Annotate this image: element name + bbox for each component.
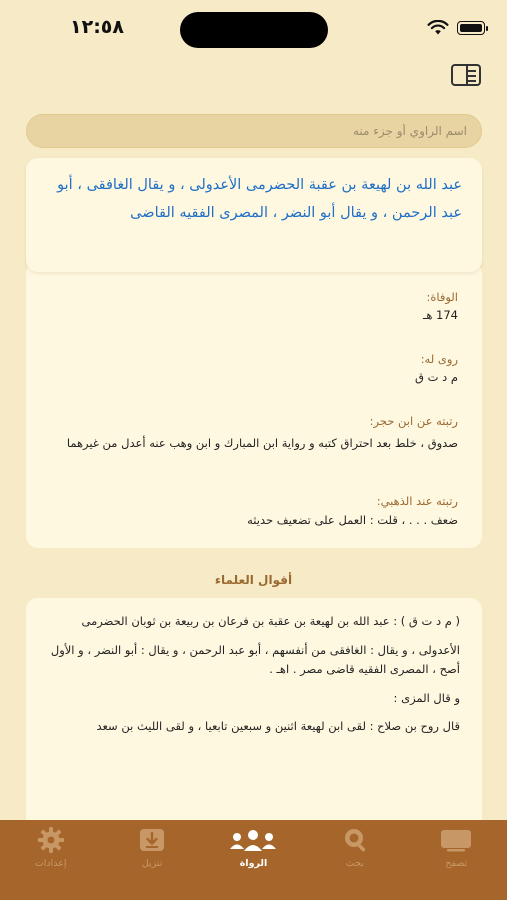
dhahabi-label: رتبته عند الذهبي: xyxy=(376,494,458,508)
narrated-by-label: روى له: xyxy=(420,352,458,366)
quote-paragraph: قال روح بن صلاح : لقى ابن لهيعة اثنين و سبعين تابعيا ، و لقى الليث بن سعد xyxy=(96,719,460,734)
search-bar[interactable] xyxy=(26,114,482,148)
dhahabi-value: ضعف . . . ، قلت : العمل على تضعيف حديثه xyxy=(247,513,458,527)
tab-download-label: تنزيل xyxy=(141,858,163,869)
tab-download[interactable] xyxy=(106,826,198,900)
settings-icon xyxy=(37,826,65,854)
status-icons xyxy=(427,20,485,36)
narrator-name-card xyxy=(26,158,482,272)
status-time: ١٢:٥٨ xyxy=(70,16,124,38)
wifi-icon xyxy=(427,20,449,36)
search-icon xyxy=(341,826,369,854)
quote-paragraph: ( م د ت ق ) : عبد الله بن لهيعة بن عقبة بن فرعان بن ربيعة بن ثوبان الحضرمى xyxy=(81,614,460,628)
tab-settings-label: إعدادات xyxy=(34,858,67,869)
scholars-section-title: أقوال العلماء xyxy=(214,573,293,587)
scholars-quotes-card xyxy=(26,598,482,838)
tab-narrators-label: الرواة xyxy=(239,858,268,869)
ibn-hajar-label: رتبته عن ابن حجر: xyxy=(369,414,458,428)
download-icon xyxy=(138,826,166,854)
ibn-hajar-value: صدوق ، خلط بعد احتراق كتبه و رواية ابن المبارك و ابن وهب عنه أعدل من غيرهما xyxy=(66,436,458,450)
tab-narrators[interactable] xyxy=(207,826,299,900)
death-label: الوفاة: xyxy=(426,290,458,304)
tab-browse[interactable] xyxy=(410,826,502,900)
narrated-by-value: م د ت ق xyxy=(415,370,458,384)
quote-paragraph: الأعدولى ، و يقال : الغافقى من أنفسهم ، أبو عبد الرحمن ، و يقال : أبو النضر ، و الأول أصح ، المصرى الفقيه قاضى مصر . اهـ . xyxy=(50,642,460,677)
reader-mode-icon[interactable] xyxy=(451,64,481,86)
browse-icon xyxy=(439,826,473,854)
quote-paragraph: و قال المزى : xyxy=(393,690,460,705)
death-value: 174 هـ xyxy=(422,308,458,322)
tab-bar xyxy=(0,820,507,900)
narrator-details-card xyxy=(26,262,482,548)
narrator-full-name: عبد الله بن لهيعة بن عقبة الحضرمى الأعدولى ، و يقال الغافقى ، أبو عبد الرحمن ، و يقال أبو النضر ، المصرى الفقيه القاضى xyxy=(57,177,462,221)
narrators-icon xyxy=(227,826,279,854)
tab-browse-label: تصفح xyxy=(445,858,468,869)
status-bar xyxy=(0,0,507,60)
dynamic-island xyxy=(180,12,328,48)
tab-settings[interactable] xyxy=(5,826,97,900)
search-input[interactable] xyxy=(27,115,481,147)
tab-search-label: بحث xyxy=(345,858,364,869)
battery-icon xyxy=(457,21,485,35)
tab-search[interactable] xyxy=(309,826,401,900)
